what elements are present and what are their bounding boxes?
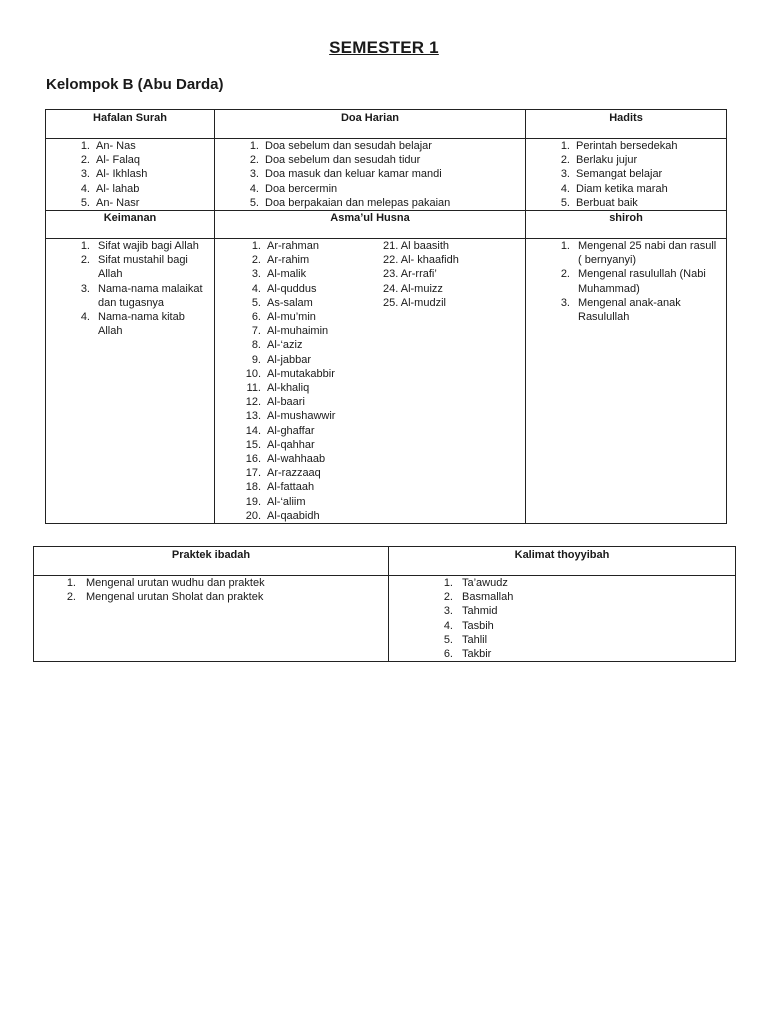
list-item: 1. Mengenal urutan wudhu dan praktek xyxy=(66,577,265,589)
list-item: 11. Al-khaliq xyxy=(246,382,310,395)
cell-praktek-ibadah xyxy=(34,576,389,662)
list-item: 21. Al baasith xyxy=(383,240,450,253)
list-item: 4. Diam ketika marah xyxy=(560,182,668,195)
header-kalimat-thoyyibah: Kalimat thoyyibah xyxy=(389,547,736,576)
list-item: 1. Ar-rahman xyxy=(251,240,319,253)
header-asmaul-husna: Asma’ul Husna xyxy=(215,211,526,239)
praktek-ibadah-list xyxy=(34,576,388,604)
curriculum-table xyxy=(45,109,727,524)
group-heading: Kelompok B (Abu Darda) xyxy=(46,76,224,93)
list-item: 5. Doa berpakaian dan melepas pakaian xyxy=(249,196,451,209)
keimanan-list xyxy=(46,239,208,338)
list-item: 12. Al-baari xyxy=(245,396,305,409)
list-item: 5. Berbuat baik xyxy=(560,196,638,209)
shiroh-list xyxy=(526,239,718,324)
list-item: 2. Mengenal rasulullah (Nabi Muhammad) xyxy=(560,268,706,295)
header-keimanan: Keimanan xyxy=(46,211,215,239)
list-item: 20. Al-qaabidh xyxy=(245,509,320,522)
list-item: 6. Takbir xyxy=(443,648,492,661)
list-item: 2. Sifat mustahil bagi Allah xyxy=(80,254,188,281)
list-item: 3. Al-malik xyxy=(251,268,307,281)
list-item: 1. Mengenal 25 nabi dan rasull ( bernyanyi) xyxy=(560,240,717,267)
hafalan-surah-list xyxy=(46,139,214,210)
cell-hadits xyxy=(526,139,727,211)
list-item: 2. Basmallah xyxy=(443,591,514,604)
list-item: 13. Al-mushawwir xyxy=(245,410,336,423)
cell-asmaul-husna xyxy=(215,239,526,524)
header-shiroh: shiroh xyxy=(526,211,727,239)
list-item: 2. Mengenal urutan Sholat dan praktek xyxy=(66,591,264,604)
list-item: 1. Sifat wajib bagi Allah xyxy=(80,240,199,253)
page-title: SEMESTER 1 xyxy=(329,38,439,57)
list-item: 24. Al-muizz xyxy=(383,282,443,295)
practice-table xyxy=(33,546,736,662)
list-item: 18. Al-fattaah xyxy=(245,481,315,494)
list-item: 7. Al-muhaimin xyxy=(251,325,329,338)
header-hadits: Hadits xyxy=(526,110,727,139)
list-item: 4. Doa bercermin xyxy=(249,182,338,195)
doa-harian-list xyxy=(215,139,525,210)
list-item: 15. Al-qahhar xyxy=(245,438,315,451)
list-item: 5. Tahlil xyxy=(443,633,488,646)
list-item: 6. Al-mu’min xyxy=(251,311,316,324)
list-item: 2. Berlaku jujur xyxy=(560,154,638,167)
list-item: 1. Doa sebelum dan sesudah belajar xyxy=(249,140,432,152)
cell-keimanan xyxy=(46,239,215,524)
list-item: 5. As-salam xyxy=(251,296,313,309)
list-item: 23. Ar-rrafi’ xyxy=(383,268,437,281)
list-item: 22. Al- khaafidh xyxy=(383,254,459,267)
list-item: 14. Al-ghaffar xyxy=(245,424,315,437)
asmaul-husna-list-2 xyxy=(365,239,459,310)
cell-doa-harian xyxy=(215,139,526,211)
list-item: 19. Al-‘aliim xyxy=(245,495,306,508)
list-item: 8. Al-‘aziz xyxy=(251,339,303,352)
hadits-list xyxy=(526,139,726,210)
list-item: 2. Al- Falaq xyxy=(80,154,141,167)
list-item: 16. Al-wahhaab xyxy=(245,453,326,466)
list-item: 3. Mengenal anak-anak Rasulullah xyxy=(560,296,681,324)
list-item: 1. Perintah bersedekah xyxy=(560,140,678,152)
asmaul-husna-lists xyxy=(215,239,525,523)
list-item: 4. Al-quddus xyxy=(251,282,317,295)
list-item: 3. Al- Ikhlash xyxy=(80,168,148,181)
header-doa-harian: Doa Harian xyxy=(215,110,526,139)
list-item: 4. Nama-nama kitab Allah xyxy=(80,311,185,338)
list-item: 3. Nama-nama malaikat dan tugasnya xyxy=(80,282,203,309)
list-item: 2. Ar-rahim xyxy=(251,254,310,267)
list-item: 9. Al-jabbar xyxy=(251,353,312,366)
kalimat-thoyyibah-list xyxy=(389,576,735,661)
list-item: 2. Doa sebelum dan sesudah tidur xyxy=(249,154,421,167)
cell-shiroh xyxy=(526,239,727,524)
list-item: 5. An- Nasr xyxy=(80,196,140,209)
cell-kalimat-thoyyibah xyxy=(389,576,736,662)
list-item: 3. Doa masuk dan keluar kamar mandi xyxy=(249,168,442,181)
list-item: 3. Tahmid xyxy=(443,605,498,618)
list-item: 25. Al-mudzil xyxy=(383,296,446,309)
list-item: 10. Al-mutakabbir xyxy=(245,367,335,380)
header-hafalan-surah: Hafalan Surah xyxy=(46,110,215,139)
list-item: 3. Semangat belajar xyxy=(560,168,663,181)
list-item: 17. Ar-razzaaq xyxy=(245,467,321,480)
list-item: 4. Al- lahab xyxy=(80,182,140,195)
list-item: 1. Ta’awudz xyxy=(443,577,508,589)
cell-hafalan-surah xyxy=(46,139,215,211)
list-item: 1. An- Nas xyxy=(80,140,136,152)
list-item: 4. Tasbih xyxy=(443,619,494,632)
header-praktek-ibadah: Praktek ibadah xyxy=(34,547,389,576)
